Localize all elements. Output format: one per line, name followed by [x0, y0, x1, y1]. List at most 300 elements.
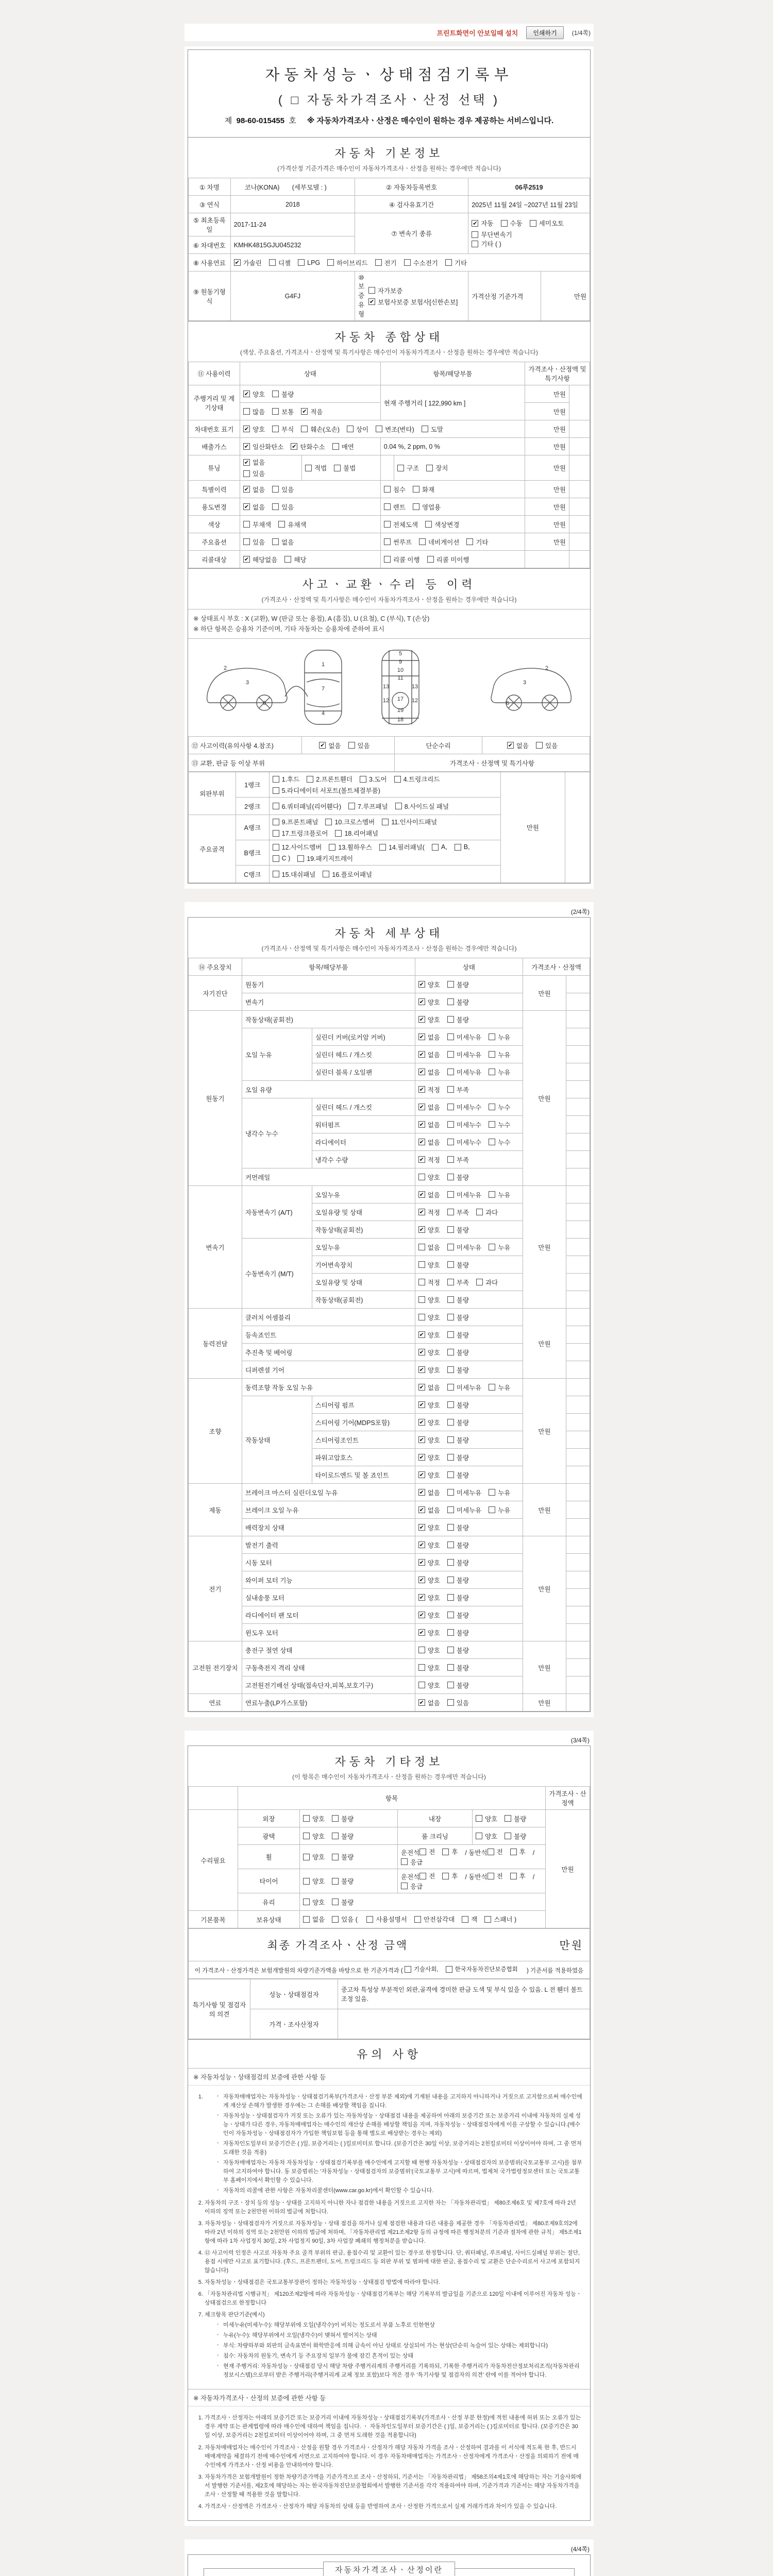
- first-reg-date: 2017-11-24: [230, 213, 355, 236]
- checkbox[interactable]: [401, 1883, 408, 1889]
- checkbox-option: [427, 555, 469, 564]
- checkbox-option: [384, 485, 406, 494]
- price-cell: 만원: [523, 1186, 566, 1309]
- checkbox-option: [447, 1698, 469, 1707]
- checkbox[interactable]: [384, 503, 391, 510]
- checkbox[interactable]: [447, 1682, 454, 1688]
- checkbox[interactable]: [384, 538, 391, 545]
- checkbox[interactable]: [489, 1244, 495, 1250]
- checkbox[interactable]: [305, 465, 312, 471]
- checkbox[interactable]: [368, 287, 375, 294]
- checkbox[interactable]: ✔: [419, 1367, 424, 1373]
- checkbox[interactable]: [301, 426, 308, 432]
- checkbox-label: 불량: [456, 1524, 469, 1532]
- checkbox[interactable]: [335, 830, 342, 837]
- checkbox-option: [418, 1383, 440, 1392]
- checkbox[interactable]: [447, 1279, 454, 1285]
- checkbox-option: [243, 389, 265, 399]
- checkbox[interactable]: ✔: [419, 1069, 424, 1075]
- checkbox[interactable]: ✔: [292, 444, 297, 450]
- checkbox[interactable]: ✔: [419, 999, 424, 1005]
- checkbox[interactable]: [447, 981, 454, 988]
- checkbox[interactable]: [329, 844, 335, 851]
- checkbox-option: [455, 843, 470, 851]
- checkbox[interactable]: [447, 1051, 454, 1058]
- checkbox[interactable]: [414, 1916, 421, 1923]
- checkbox[interactable]: [272, 426, 279, 432]
- checkbox[interactable]: [447, 1331, 454, 1338]
- checkbox[interactable]: [489, 1069, 495, 1075]
- checkbox[interactable]: ✔: [419, 981, 424, 988]
- checkbox[interactable]: [269, 259, 276, 266]
- checkbox[interactable]: [379, 844, 386, 851]
- checkbox[interactable]: [404, 259, 411, 266]
- checkbox-label: 안전삼각대: [423, 1916, 455, 1924]
- checkbox[interactable]: [476, 1279, 483, 1285]
- checkbox[interactable]: ✔: [419, 1577, 424, 1583]
- checkbox[interactable]: [384, 521, 391, 528]
- checkbox[interactable]: [394, 776, 401, 783]
- print-button[interactable]: 인쇄하기: [526, 26, 563, 39]
- checkbox[interactable]: [472, 231, 478, 238]
- device-group-label: 자기진단: [189, 976, 242, 1011]
- checkbox[interactable]: [332, 1916, 339, 1923]
- checkbox-option: [327, 258, 367, 267]
- checkbox[interactable]: ✔: [419, 1402, 424, 1408]
- checkbox-label: 양호: [427, 1261, 440, 1269]
- checkbox[interactable]: [332, 1878, 339, 1885]
- notice-item: 2. 자동차매매업자는 매수인이 가격조사ㆍ산정을 원할 경우 가격조사ㆍ산정자가 해당 자동차 가격을 조사ㆍ산정하여 결과를 이 서식에 적도록 한 후, 반드시 매매계약을 체결하기 전에 매수인에게 서면으로 고지하여야 합니다. 이 경우 자동차매매업자는 가격조사ㆍ산정자에게 가격조사ㆍ산정을 의뢰하기 전에 매수인에게 가격조사ㆍ산정 비용을 안내하여야 합니다.: [205, 2444, 583, 2470]
- checkbox[interactable]: [447, 1174, 454, 1180]
- checkbox[interactable]: ✔: [419, 1349, 424, 1355]
- checkbox-option: [476, 1814, 497, 1823]
- car-diagram-svg: [198, 643, 580, 730]
- basic-info-table: [188, 178, 590, 321]
- checkbox[interactable]: ✔: [419, 1209, 424, 1215]
- checkbox[interactable]: [325, 819, 332, 825]
- checkbox[interactable]: [447, 1104, 454, 1110]
- checkbox[interactable]: [327, 259, 334, 266]
- checkbox[interactable]: [489, 1506, 495, 1513]
- checkbox[interactable]: [347, 426, 354, 432]
- checkbox[interactable]: ✔: [244, 459, 249, 466]
- checkbox[interactable]: [272, 538, 279, 545]
- checkbox[interactable]: [348, 803, 355, 809]
- install-note[interactable]: 프린트화면이 안보일때 설치: [436, 29, 518, 37]
- checkbox[interactable]: [447, 1033, 454, 1040]
- checkbox[interactable]: [273, 803, 279, 809]
- checkbox[interactable]: [332, 443, 339, 450]
- checkbox[interactable]: [303, 1815, 310, 1822]
- checkbox[interactable]: [447, 1296, 454, 1303]
- checkbox[interactable]: [447, 1471, 454, 1478]
- checkbox[interactable]: [273, 855, 279, 862]
- checkbox[interactable]: [422, 426, 428, 432]
- checkbox-label: 있음: [357, 742, 370, 750]
- checkbox[interactable]: [272, 503, 279, 510]
- checkbox-option: [447, 1278, 469, 1287]
- checkbox[interactable]: [447, 1261, 454, 1268]
- checkbox[interactable]: ✔: [508, 742, 513, 749]
- checkbox[interactable]: ✔: [419, 1630, 424, 1636]
- checkbox-label: 양호: [427, 1331, 440, 1339]
- checkbox[interactable]: ✔: [419, 1472, 424, 1478]
- checkbox[interactable]: [447, 1506, 454, 1513]
- checkbox[interactable]: ✔: [234, 260, 240, 266]
- checkbox[interactable]: [419, 1849, 426, 1855]
- checkbox-option: [447, 1558, 469, 1567]
- checkbox[interactable]: [376, 426, 382, 432]
- checkbox[interactable]: ✔: [419, 1052, 424, 1058]
- svg-text:2: 2: [223, 665, 227, 671]
- checkbox[interactable]: [243, 408, 250, 415]
- checkbox-option: [447, 1103, 481, 1112]
- final-amount-label: 최종 가격조사ㆍ산정 금액: [189, 1929, 487, 1961]
- table-row: 주요옵션 있음 없음 썬루프 네비게이션 기타 만원: [189, 533, 590, 551]
- checkbox-option: [375, 258, 397, 267]
- checkbox[interactable]: [510, 1873, 517, 1879]
- checkbox[interactable]: [273, 830, 279, 837]
- table-row: 수리필요 외장 양호 불량 내장 양호 불량 만원: [189, 1810, 590, 1827]
- checkbox[interactable]: [243, 470, 250, 477]
- checkbox-option: [413, 502, 441, 512]
- checkbox[interactable]: [501, 220, 508, 227]
- checkbox-label: 양호: [253, 426, 265, 433]
- checkbox[interactable]: [489, 1121, 495, 1128]
- checkbox-label: 미세누유: [456, 1506, 482, 1514]
- checkbox[interactable]: [447, 1436, 454, 1443]
- checkbox[interactable]: [272, 408, 279, 415]
- checkbox-label: 양호: [427, 1419, 440, 1427]
- checkbox[interactable]: [273, 871, 279, 877]
- checkbox[interactable]: [447, 1647, 454, 1653]
- checkbox[interactable]: [445, 259, 452, 266]
- checkbox[interactable]: [447, 1139, 454, 1145]
- checkbox[interactable]: [272, 391, 279, 397]
- checkbox-option: [332, 1832, 354, 1841]
- checkbox[interactable]: [442, 1849, 449, 1855]
- checkbox[interactable]: [272, 486, 279, 493]
- checkbox[interactable]: ✔: [419, 1612, 424, 1618]
- checkbox-option: [348, 741, 370, 750]
- checkbox[interactable]: [303, 1833, 310, 1839]
- checkbox[interactable]: [278, 521, 285, 528]
- svg-text:6: 6: [262, 700, 266, 706]
- checkbox[interactable]: ✔: [419, 1157, 424, 1163]
- checkbox[interactable]: [447, 1191, 454, 1198]
- checkbox[interactable]: [332, 1833, 339, 1839]
- checkbox-option: [447, 1383, 481, 1392]
- checkbox-label: 불량: [514, 1815, 527, 1823]
- checkbox[interactable]: [418, 1682, 425, 1688]
- checkbox[interactable]: [303, 1878, 310, 1885]
- detail-section-subtitle: (가격조사ㆍ산정액 및 특기사항은 매수인이 자동차가격조사ㆍ산정을 원하는 경우에만 적습니다): [261, 945, 517, 952]
- checkbox[interactable]: ✔: [419, 1139, 424, 1145]
- checkbox-label: 1.후드: [281, 776, 300, 783]
- checkbox-label: 누유: [498, 1051, 511, 1059]
- checkbox[interactable]: [334, 465, 341, 471]
- checkbox[interactable]: [489, 1191, 495, 1198]
- device-group-label: 제동: [189, 1484, 242, 1536]
- checkbox[interactable]: [426, 465, 433, 471]
- checkbox[interactable]: ✔: [419, 1034, 424, 1040]
- checkbox[interactable]: [432, 844, 439, 851]
- checkbox-label: 미세누수: [456, 1104, 482, 1111]
- checkbox[interactable]: ✔: [244, 444, 249, 450]
- checkbox[interactable]: [405, 1966, 411, 1973]
- checkbox-label: 17.트렁크플로어: [281, 830, 328, 837]
- checkbox[interactable]: [466, 538, 473, 545]
- table-row: C랭크 15.대쉬패널 16.플로어패널: [189, 866, 590, 883]
- checkbox[interactable]: [476, 1209, 483, 1215]
- table-row: 오일유량 및 상태 적정 부족 과다: [189, 1274, 590, 1291]
- final-amount-table: [188, 1928, 590, 1979]
- checkbox[interactable]: [505, 1833, 511, 1839]
- checkbox[interactable]: [332, 1854, 339, 1860]
- checkbox[interactable]: ✔: [419, 1332, 424, 1338]
- checkbox-option: [418, 1646, 440, 1655]
- checkbox[interactable]: [447, 1454, 454, 1461]
- checkbox[interactable]: [447, 1314, 454, 1320]
- svg-text:19: 19: [397, 707, 404, 714]
- checkbox[interactable]: [418, 1296, 425, 1303]
- checkbox[interactable]: [446, 1966, 452, 1973]
- checkbox[interactable]: [418, 1174, 425, 1180]
- checkbox[interactable]: [447, 1244, 454, 1250]
- checkbox[interactable]: ✔: [419, 1437, 424, 1443]
- checkbox[interactable]: [418, 1279, 425, 1285]
- checkbox[interactable]: [307, 776, 313, 783]
- device-group-label: 고전원 전기장치: [189, 1641, 242, 1694]
- checkbox[interactable]: [455, 844, 461, 851]
- checkbox[interactable]: ✔: [302, 409, 307, 415]
- checkbox[interactable]: [488, 1849, 494, 1855]
- checkbox[interactable]: [323, 871, 329, 877]
- checkbox[interactable]: [427, 556, 434, 563]
- checkbox[interactable]: [298, 259, 305, 266]
- checkbox[interactable]: [273, 787, 279, 794]
- checkbox[interactable]: [447, 1121, 454, 1128]
- checkbox-option: [476, 1832, 497, 1841]
- checkbox[interactable]: ✔: [419, 1087, 424, 1093]
- checkbox[interactable]: [447, 1541, 454, 1548]
- checkbox-label: 미세누유: [456, 1489, 482, 1497]
- checkbox[interactable]: [447, 1156, 454, 1163]
- checkbox[interactable]: ✔: [320, 742, 325, 749]
- svg-text:2: 2: [545, 665, 549, 671]
- checkbox[interactable]: ✔: [419, 1122, 424, 1128]
- checkbox[interactable]: [273, 844, 279, 851]
- checkbox[interactable]: [418, 1314, 425, 1320]
- checkbox[interactable]: [447, 1489, 454, 1496]
- checkbox[interactable]: [447, 1069, 454, 1075]
- checkbox-label: 누수: [498, 1121, 511, 1129]
- checkbox-option: [303, 1832, 325, 1841]
- checkbox-option: [384, 502, 406, 512]
- checkbox[interactable]: [425, 521, 432, 528]
- checkbox[interactable]: [489, 1489, 495, 1496]
- checkbox-option: [368, 286, 402, 295]
- checkbox-label: 해당: [294, 556, 307, 564]
- checkbox[interactable]: [447, 1629, 454, 1636]
- checkbox[interactable]: [447, 1016, 454, 1023]
- checkbox[interactable]: [418, 1244, 425, 1250]
- checkbox[interactable]: [447, 1524, 454, 1531]
- checkbox[interactable]: ✔: [244, 426, 249, 432]
- checkbox[interactable]: ✔: [473, 220, 478, 227]
- checkbox[interactable]: ✔: [419, 1507, 424, 1513]
- checkbox[interactable]: [418, 1664, 425, 1671]
- checkbox-option: [447, 1225, 469, 1234]
- checkbox[interactable]: ✔: [369, 299, 375, 305]
- checkbox-option: [418, 1540, 440, 1550]
- page-marker: (3/4쪽): [188, 1734, 591, 1745]
- checkbox[interactable]: [447, 1349, 454, 1355]
- checkbox[interactable]: [447, 1366, 454, 1373]
- checkbox[interactable]: [375, 259, 382, 266]
- checkbox[interactable]: [489, 1384, 495, 1391]
- notice-item: 6. 「자동차관리법 시행규칙」 제120조제2항에 따라 자동차성능ㆍ상태점검기록부는 해당 기록부의 발급일을 기준으로 120일 이내에 이루어진 자동차 성능ㆍ상태점검으로 한정합니다: [205, 2290, 583, 2308]
- checkbox[interactable]: [472, 241, 478, 247]
- checkbox[interactable]: [413, 503, 419, 510]
- checkbox[interactable]: ✔: [419, 1104, 424, 1110]
- inspection-period: 2025년 11월 24일 ~2027년 11월 23일: [468, 196, 590, 213]
- checkbox[interactable]: [303, 1916, 310, 1923]
- checkbox[interactable]: [447, 1559, 454, 1566]
- checkbox[interactable]: [447, 1612, 454, 1618]
- checkbox-option: [291, 442, 325, 451]
- checkbox[interactable]: [243, 521, 250, 528]
- checkbox[interactable]: [510, 1849, 517, 1855]
- checkbox[interactable]: [366, 1916, 373, 1923]
- checkbox-label: 리콜 이행: [393, 556, 420, 564]
- checkbox[interactable]: [332, 1899, 339, 1905]
- checkbox[interactable]: [505, 1815, 511, 1822]
- checkbox[interactable]: [489, 1051, 495, 1058]
- checkbox[interactable]: [297, 855, 304, 862]
- checkbox[interactable]: ✔: [419, 1227, 424, 1233]
- checkbox-label: 영업용: [422, 503, 441, 511]
- checkbox[interactable]: [395, 803, 402, 809]
- checkbox[interactable]: ✔: [419, 1595, 424, 1601]
- checkbox[interactable]: [447, 1594, 454, 1601]
- checkbox[interactable]: ✔: [244, 504, 249, 510]
- checkbox[interactable]: [273, 819, 279, 825]
- checkbox[interactable]: [476, 1833, 482, 1839]
- checkbox[interactable]: [384, 486, 391, 493]
- checkbox[interactable]: [360, 776, 366, 783]
- checkbox[interactable]: ✔: [419, 1524, 424, 1531]
- checkbox-label: 있음: [253, 470, 265, 478]
- checkbox[interactable]: [243, 538, 250, 545]
- checkbox[interactable]: [447, 1086, 454, 1093]
- checkbox[interactable]: ✔: [419, 1384, 424, 1391]
- checkbox-option: [447, 1138, 481, 1147]
- checkbox[interactable]: ✔: [419, 1700, 424, 1706]
- checkbox-label: 11.인사이드패널: [391, 819, 438, 826]
- checkbox-option: [418, 997, 440, 1007]
- checkbox[interactable]: [303, 1899, 310, 1905]
- checkbox[interactable]: [447, 1664, 454, 1671]
- checkbox[interactable]: ✔: [419, 1192, 424, 1198]
- checkbox[interactable]: ✔: [419, 1419, 424, 1426]
- checkbox[interactable]: [303, 1854, 310, 1860]
- checkbox-label: 유채색: [288, 521, 307, 529]
- checkbox[interactable]: [447, 1384, 454, 1391]
- checkbox-option: [447, 1208, 469, 1217]
- checkbox-option: [272, 485, 294, 494]
- checkbox[interactable]: ✔: [419, 1454, 424, 1461]
- checkbox[interactable]: [382, 819, 389, 825]
- svg-text:13: 13: [382, 684, 390, 690]
- checkbox[interactable]: [332, 1815, 339, 1822]
- checkbox[interactable]: [447, 1209, 454, 1215]
- checkbox[interactable]: ✔: [244, 391, 249, 397]
- checkbox[interactable]: [447, 1419, 454, 1426]
- checkbox[interactable]: [397, 465, 404, 471]
- checkbox[interactable]: [384, 556, 391, 563]
- checkbox[interactable]: [273, 776, 279, 783]
- checkbox[interactable]: [462, 1916, 468, 1923]
- checkbox-label: 하이브리드: [337, 259, 368, 267]
- table-row: 스티어링조인트 ✔ 양호 불량: [189, 1431, 590, 1449]
- checkbox[interactable]: [284, 556, 291, 563]
- checkbox-label: 후: [519, 1849, 526, 1856]
- checkbox[interactable]: [418, 1647, 425, 1653]
- checkbox-label: 불량: [456, 1226, 469, 1234]
- checkbox[interactable]: [536, 742, 543, 749]
- doc-subtitle: ( □ 자동차가격조사ㆍ산정 선택 ): [278, 93, 500, 107]
- notice-item: ◦ 1. 자동차매매업자는 자동차성능ㆍ상태점검기록부(가격조사ㆍ산정 부분 제외)에 기재된 내용을 고지하지 아니하거나 거짓으로 고지함으로써 매수인에게 재산상 손해가 발생한 경우에는 그 손해를 배상할 책임을 집니다. ◦ 자동차성능ㆍ상태점검자가 거짓 또는 오류가 있는 자동차성능ㆍ상태점검 내용을 제공하여 아래의 보증기간 또는 보증거리 이내에 자동차의 실제 성능ㆍ상태가 다른 경우, 자동차매매업자는 매수인의 재산상 손해를 배상할 책임을 지며, 자동차성능ㆍ상태점검자에게 이를 구상할 수 있습니다.(매수인이 자동차성능ㆍ상태점검자가 가입한 책임보험 등을 통해 별도로 배상받는 경우는 제외) ◦ 자동차인도일부터 보증기간은 ( )일, 보증거리는 ( )킬로미터로 합니다. (보증기간은 30일 이상, 보증거리는 2천킬로미터 이상이어야 하며, 그 중 먼저 도래한 것을 적용) ◦ 자동차매매업자는 자동차 자동차성능ㆍ상태점검기록부를 매수인에게 고지할 때 현행 자동차성능ㆍ상태점검자의 보증범위(국토교통부 고시)를 첨부하여 고지하여야 합니다. 동 보증범위는 '자동차성능ㆍ상태점검자의 보증범위'(국토교통부 고시)에 따르며, 법제처 국가법령정보센터 또는 국토교통부 홈페이지에서 확인할 수 있습니다. ◦ 자동차의 리콜에 관한 사항은 자동차리콜센터(www.car.go.kr)에서 확인할 수 있습니다.: [205, 2093, 583, 2196]
- checkbox-label: 후: [519, 1873, 526, 1880]
- checkbox[interactable]: [413, 486, 419, 493]
- checkbox-option: [489, 1190, 510, 1199]
- checkbox[interactable]: ✔: [419, 1542, 424, 1548]
- checkbox[interactable]: ✔: [419, 1560, 424, 1566]
- checkbox-option: [418, 1208, 440, 1217]
- checkbox[interactable]: ✔: [419, 1489, 424, 1496]
- checkbox[interactable]: ✔: [244, 556, 249, 563]
- checkbox-label: 후: [451, 1849, 458, 1856]
- checkbox-label: 보험사보증 보험사[신한손보]: [378, 298, 458, 306]
- checkbox[interactable]: [401, 1858, 408, 1865]
- checkbox[interactable]: [447, 1577, 454, 1583]
- checkbox[interactable]: [419, 538, 426, 545]
- notice-block-b-title: ※ 자동차가격조사ㆍ산정의 보증에 관한 사항 등: [188, 2389, 590, 2406]
- checkbox[interactable]: [489, 1139, 495, 1145]
- checkbox[interactable]: [476, 1815, 482, 1822]
- checkbox[interactable]: [447, 1401, 454, 1408]
- checkbox[interactable]: [418, 1261, 425, 1268]
- checkbox[interactable]: ✔: [419, 1016, 424, 1023]
- checkbox[interactable]: [447, 998, 454, 1005]
- notice-item: 2. 자동차의 구조ㆍ장치 등의 성능ㆍ상태를 고지하지 아니한 자나 점검한 내용을 거짓으로 고지한 자는 「자동차관리법」 제80조제6호 및 제7호에 따라 2년 이하의 징역 또는 2천만원 이하의 벌금에 처합니다.: [205, 2199, 583, 2216]
- checkbox-option: [445, 258, 467, 267]
- checkbox[interactable]: [447, 1699, 454, 1706]
- checkbox[interactable]: [530, 220, 536, 227]
- table-row: ⑧ 사용연료 ✔ 가솔린 디젤 LPG 하이브리드 전기 수소전기 기타: [189, 254, 590, 272]
- checkbox[interactable]: ✔: [244, 486, 249, 493]
- checkbox[interactable]: [442, 1873, 449, 1879]
- checkbox[interactable]: [348, 742, 355, 749]
- checkbox[interactable]: [488, 1873, 494, 1879]
- checkbox[interactable]: [484, 1916, 491, 1923]
- checkbox[interactable]: [447, 1226, 454, 1233]
- checkbox[interactable]: [489, 1033, 495, 1040]
- checkbox[interactable]: [419, 1873, 426, 1879]
- checkbox[interactable]: [489, 1104, 495, 1110]
- device-group-label: 전기: [189, 1536, 242, 1641]
